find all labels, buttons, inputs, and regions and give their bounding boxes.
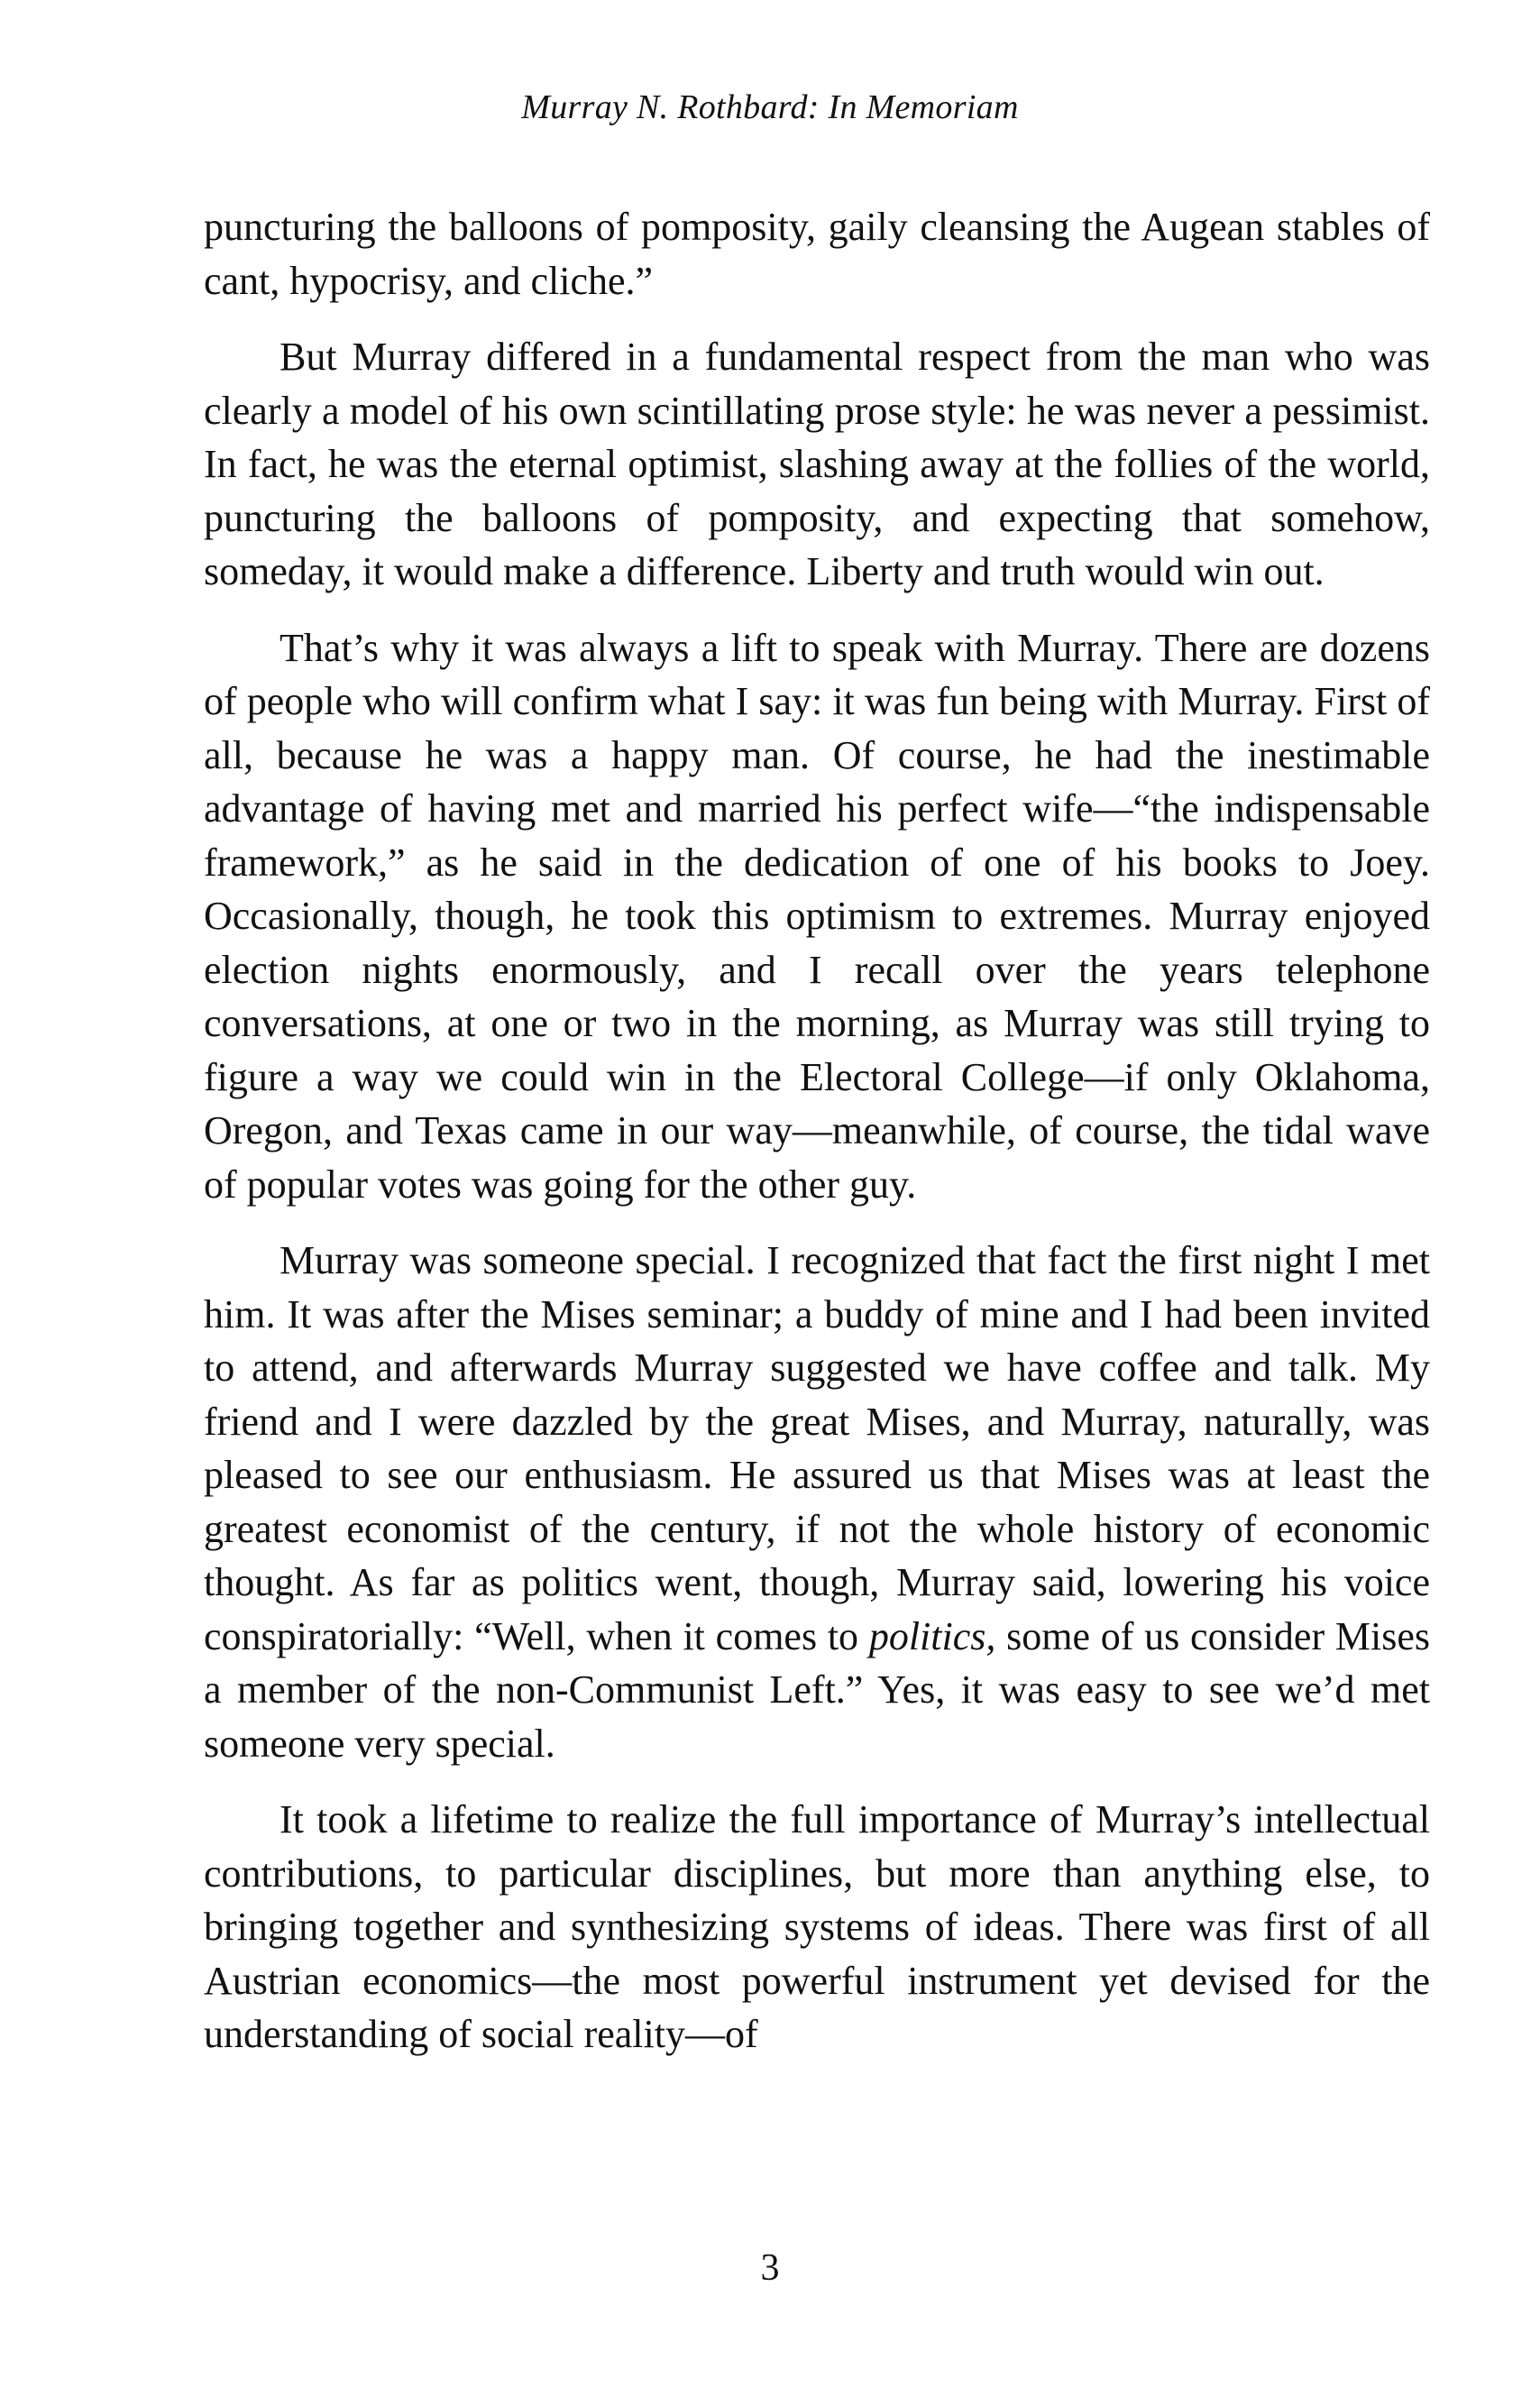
paragraph-4	[204, 1234, 1430, 1770]
paragraph-4-text-a: Murray was someone special. I recognized that fact the first night I met him. It was after the Mises seminar; a buddy of mine and I had been invited to attend, and afterwards Murray suggested we have coffee and talk. My friend and I were dazzled by the great Mises, and Murray, naturally, was pleased to see our enthusiasm. He assured us that Mises was at least the greatest economist of the century, if not the whole history of economic thought. As far as politics went, though, Murray said, lowering his voice conspiratorially: “Well, when it comes to	[204, 1238, 1430, 1658]
running-head: Murray N. Rothbard: In Memoriam	[521, 88, 1019, 126]
paragraph-5: It took a lifetime to realize the full importance of Murray’s intellectual contributions, to particular disciplines, but more than anything else, to bringing together and synthesizing systems of ideas. There was first of all Austrian economics—the most powerful instrument yet devised for the understanding of social reality—of	[204, 1797, 1430, 2056]
paragraph-2: But Murray differed in a fundamental respect from the man who was clearly a model of his own scintillating prose style: he was never a pessimist. In fact, he was the eternal optimist, slashing away at the follies of the world, puncturing the balloons of pomposity, and expecting that somehow, someday, it would make a difference. Liberty and truth would win out.	[204, 335, 1430, 593]
paragraph-4-text-b: some of us consider Mises a member of the non-Communist Left.” Yes, it was easy to see we’d met someone very special.	[204, 1613, 1430, 1766]
page-number: 3	[760, 2247, 780, 2289]
paragraph-1: puncturing the balloons of pomposity, gaily cleansing the Augean stables of cant, hypocrisy, and cliche.”	[204, 205, 1430, 303]
paragraph-3: That’s why it was always a lift to speak with Murray. There are dozens of people who will confirm what I say: it was fun being with Murray. First of all, because he was a happy man. Of course, he had the inestimable advantage of having met and married his perfect wife—“the indispensable framework,” as he said in the dedication of one of his books to Joey. Occasionally, though, he took this optimism to extremes. Murray enjoyed election nights enormously, and I recall over the years telephone conversations, at one or two in the morning, as Murray was still trying to figure a way we could win in the Electoral College—if only Oklahoma, Oregon, and Texas came in our way—meanwhile, of course, the tidal wave of popular votes was going for the other guy.	[204, 625, 1430, 1207]
paragraph-4-italic: politics,	[868, 1613, 996, 1658]
body-text	[204, 200, 1430, 2084]
